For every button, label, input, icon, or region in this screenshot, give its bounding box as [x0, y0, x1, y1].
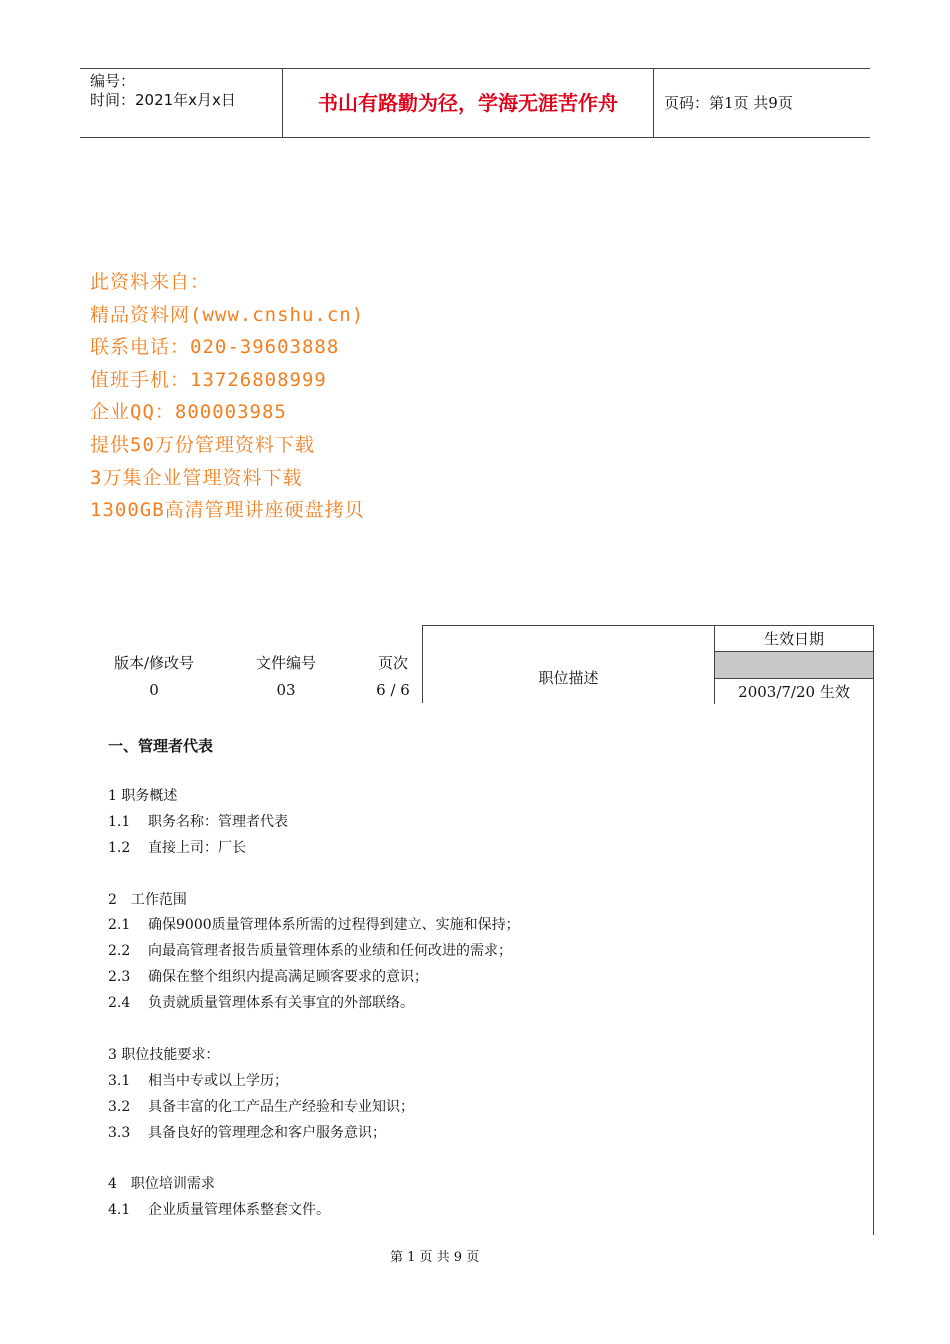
item-number: 2.3 [108, 969, 131, 986]
item-number: 4.1 [108, 1202, 131, 1219]
section-heading: 1 职务概述 [108, 788, 178, 804]
list-item [108, 1121, 520, 1147]
header-number-label: 编号： [90, 72, 136, 90]
version-cell [108, 652, 200, 699]
docno-cell [250, 652, 322, 699]
list-item [108, 836, 520, 862]
list-item [108, 913, 520, 939]
item-number: 3.2 [108, 1098, 131, 1115]
page-value: 6 / 6 [376, 681, 410, 699]
page-cell [368, 652, 418, 699]
section-heading: 4 职位培训需求 [108, 1176, 215, 1193]
item-text: 直接上司：厂长 [148, 839, 246, 856]
document-body [108, 784, 520, 1224]
item-number: 1.2 [108, 839, 131, 856]
promo-line: 3万集企业管理资料下载 [90, 466, 303, 489]
item-number: 2.2 [108, 943, 131, 960]
promo-line: 精品资料网(www.cnshu.cn) [90, 303, 365, 326]
item-text: 具备良好的管理理念和客户服务意识； [148, 1124, 386, 1141]
effective-date-label: 生效日期 [715, 626, 873, 652]
list-item [108, 1069, 520, 1095]
item-text: 职务名称：管理者代表 [148, 813, 288, 830]
list-item [108, 1095, 520, 1121]
header-meta-cell [80, 69, 282, 137]
promo-line: 企业QQ：800003985 [90, 401, 287, 424]
header-time: 时间：2021年x月x日 [90, 91, 236, 109]
item-number: 2.4 [108, 995, 131, 1012]
item-text: 具备丰富的化工产品生产经验和专业知识； [148, 1098, 414, 1115]
section-heading: 3 职位技能要求： [108, 1046, 220, 1063]
item-text: 确保在整个组织内提高满足顾客要求的意识； [148, 969, 428, 986]
version-value: 0 [149, 681, 159, 699]
spacer [108, 1017, 520, 1043]
promo-line: 此资料来自： [90, 271, 211, 293]
page-label: 页次 [377, 654, 408, 672]
item-number: 1.1 [108, 813, 131, 830]
header-page-info: 页码：第1页 共9页 [664, 94, 793, 112]
page-footer: 第 1 页 共 9 页 [390, 1250, 480, 1265]
promo-line: 值班手机：13726808999 [90, 368, 327, 391]
right-border-line [873, 703, 874, 1235]
promo-line: 联系电话：020-39603888 [90, 336, 340, 359]
docno-label: 文件编号 [255, 654, 316, 672]
header-motto: 书山有路勤为径，学海无涯苦作舟 [282, 69, 654, 137]
item-text: 向最高管理者报告质量管理体系的业绩和任何改进的需求； [148, 943, 512, 960]
item-number: 2.1 [108, 917, 131, 934]
promo-line: 1300GB高清管理讲座硬盘拷贝 [90, 499, 365, 522]
effective-date-shaded-cell [715, 652, 873, 678]
promo-line: 提供50万份管理资料下载 [90, 433, 315, 456]
item-number: 3.1 [108, 1072, 131, 1089]
list-item [108, 991, 520, 1017]
doc-title-box [422, 625, 874, 703]
doc-title: 职位描述 [423, 626, 715, 704]
effective-date-value: 2003/7/20 生效 [715, 678, 873, 704]
list-item [108, 810, 520, 836]
docno-value: 03 [276, 681, 296, 699]
promo-block [90, 266, 365, 527]
version-label: 版本/修改号 [113, 654, 195, 672]
spacer [108, 1146, 520, 1172]
section-heading: 2 工作范围 [108, 891, 187, 908]
item-text: 相当中专或以上学历； [148, 1072, 288, 1089]
item-text: 负责就质量管理体系有关事宜的外部联络。 [148, 995, 414, 1012]
item-number: 3.3 [108, 1124, 131, 1141]
list-item [108, 939, 520, 965]
page-header [80, 68, 870, 138]
item-text: 企业质量管理体系整套文件。 [148, 1202, 330, 1219]
list-item [108, 1198, 520, 1224]
section-title: 一、管理者代表 [108, 737, 214, 755]
list-item [108, 965, 520, 991]
spacer [108, 862, 520, 888]
item-text: 确保9000质量管理体系所需的过程得到建立、实施和保持； [148, 917, 520, 934]
